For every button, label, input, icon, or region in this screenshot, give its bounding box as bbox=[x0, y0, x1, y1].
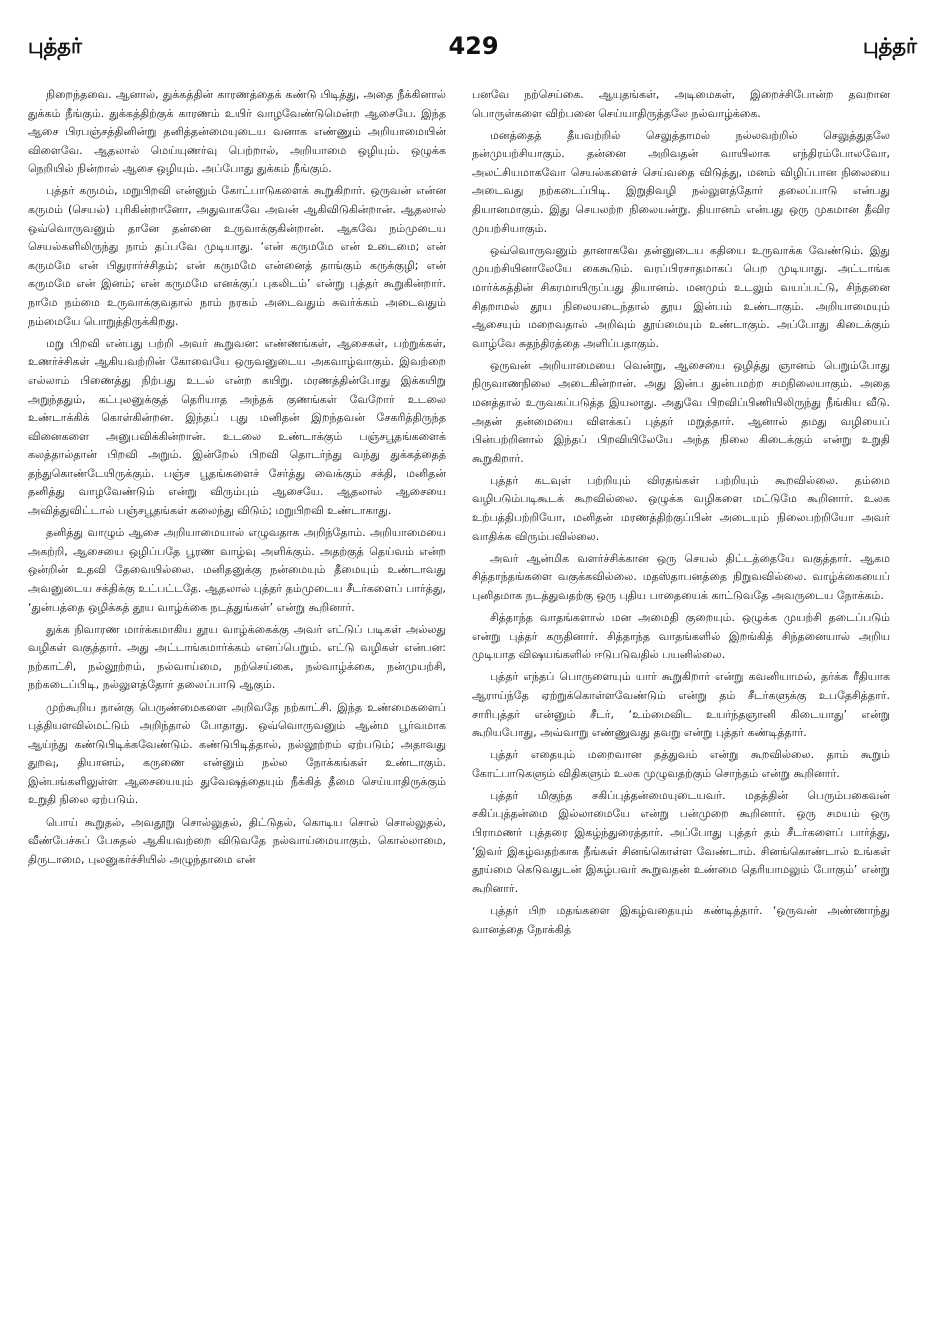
paragraph: பொய் கூறுதல், அவதூறு சொல்லுதல், திட்டுதல், கொடிய சொல் சொல்லுதல், வீண்பேச்சுப் பேசுதல் ஆகியவற்றை விடுவதே நல்வாய்மையாகும். கொல்லாமை, திருடாமை, புலனுகர்ச்சியில் அழுந்தாமை என் bbox=[28, 815, 446, 866]
paragraph: ஒருவன் அறியாமையை வென்று, ஆசையை ஒழித்து ஞானம் பெறும்போது நிருவாணநிலை அடைகின்றான். அது இன்ப துன்பமற்ற சமநிலையாகும். அதை மனத்தால் உருவகப்படுத்த இயலாது. அதுவே பிறவிப்பிணியிலிருந்து நீங்கிய வீடு. அதன் தன்மையை விளக்கப் புத்தர் மறுத்தார். ஆனால் தமது வழியைப் பின்பற்றினால் இந்தப் பிறவியிலேயே அந்த நிலை கிடைக்கும் என்று உறுதி கூறுகிறார். bbox=[472, 358, 890, 465]
paragraph: தனித்து வாழும் ஆசை அறியாமையால் எழுவதாக அறிந்தோம். அறியாமையை அகற்றி, ஆசையை ஒழிப்பதே பூரண வாழ்வு அளிக்கும். அதற்குத் தெய்வம் என்ற ஒன்றின் உதவி தேவையில்லை. மனிதனுக்கு நன்மையும் தீமையும் உண்டாவது அவனுடைய சக்திக்கு உட்பட்டதே. ஆதலால் புத்தர் தம்முடைய சீடர்களைப் பார்த்து, ‘துன்பத்தை ஒழிக்கத் தூய வாழ்க்கை நடத்துங்கள்’ என்று கூறினார். bbox=[28, 526, 446, 614]
paragraph: துக்க நிவாரண மார்க்கமாகிய தூய வாழ்க்கைக்கு அவர் எட்டுப் படிகள் அல்லது வழிகள் வகுத்தார். அது அட்டாங்கமார்க்கம் எனப்பெறும். எட்டு வழிகள் என்பன: நற்காட்சி, நல்லூற்றம், நல்வாய்மை, நற்செய்கை, நல்வாழ்க்கை, நன்முயற்சி, நற்கடைப்பிடி, நல்லுளத்தோர் தலைப்பாடு ஆகும். bbox=[28, 622, 446, 692]
paragraph: மறு பிறவி என்பது பற்றி அவர் கூறுவன: எண்ணங்கள், ஆசைகள், பற்றுக்கள், உணர்ச்சிகள் ஆகியவற்றின் கோவையே ஒருவனுடைய அகவாழ்வாகும். இவற்றை எல்லாம் பிணைத்து நிற்பது உடல் என்ற கயிறு. மரணத்தின்போது இக்கயிறு அறுந்ததும், கட்புலனுக்குத் தெரியாத அந்தக் குணங்கள் வேறோர் உடலை உண்டாக்கிக் கொள்கின்றன. இந்தப் புது மனிதன் இறந்தவன் சேகரித்திருந்த வினைகளை அனுபவிக்கின்றான். உடலை உண்டாக்கும் பஞ்சபூதங்களைக் கலத்தால்தான் பிறவி அறும். இன்றேல் பிறவி தொடர்ந்து வந்து துக்கத்தைத் தந்துகொண்டேயிருக்கும். பஞ்ச பூதங்களைச் சேர்த்து வைக்கும் சக்தி, மனிதன் தனித்து வாழவேண்டும் என்று விரும்பும் ஆசையே. ஆதலால் ஆசையை அவித்துவிட்டால் பஞ்சபூதங்கள் கலைந்து விடும்; மறுபிறவி உண்டாகாது. bbox=[28, 336, 446, 518]
paragraph: ஒவ்வொருவனும் தானாகவே தன்னுடைய கதியை உருவாக்க வேண்டும். இது முயற்சியினாலேயே கைகூடும். வரப்பிரசாதமாகப் பெற முடியாது. அட்டாங்க மார்க்கத்தின் சிகரமாயிருப்பது தியானம். மனமும் உடலும் வயப்பட்டு, சிந்தனை சிதறாமல் தூய நிலையடைந்தால் தூய இன்பம் உண்டாகும். அறியாமையும் ஆசையும் மறைவதால் அறிவும் தூய்மையும் உண்டாகும். அப்போது கிடைக்கும் வாழ்வே சுதந்திரத்தை அளிப்பதாகும். bbox=[472, 243, 890, 350]
page-number: 429 bbox=[448, 32, 499, 60]
paragraph: புத்தர் எந்தப் பொருளையும் யார் கூறுகிறார் என்று கவனியாமல், தர்க்க ரீதியாக ஆராய்ந்தே ஏற்றுக்கொள்ளவேண்டும் என்று தம் சீடர்களுக்கு உபதேசித்தார். சாரிபுத்தர் என்னும் சீடர், ‘உம்மைவிட உயர்ந்தஞானி கிடையாது’ என்று கூறியபோது, அவ்வாறு எண்ணுவது தவறு என்று புத்தர் கண்டித்தார். bbox=[472, 670, 890, 740]
paragraph: புத்தர் கடவுள் பற்றியும் விரதங்கள் பற்றியும் கூறவில்லை. தம்மை வழிபடும்படிகூடக் கூறவில்லை. ஒழுக்க வழிகளை மட்டுமே கூறினார். உலக உற்பத்திபற்றியோ, மனிதன் மரணத்திற்குப்பின் அடையும் நிலைபற்றியோ அவர் வாதிக்க விரும்பவில்லை. bbox=[472, 473, 890, 543]
running-head-right: புத்தர் bbox=[863, 34, 917, 58]
paragraph: புத்தர் பிற மதங்களை இகழ்வதையும் கண்டித்தார். ‘ஒருவன் அண்ணாந்து வானத்தை நோக்கித் bbox=[472, 903, 890, 936]
right-column bbox=[472, 86, 890, 943]
left-column bbox=[28, 86, 446, 873]
running-head-left: புத்தர் bbox=[28, 34, 82, 58]
paragraph: சித்தாந்த வாதங்களால் மன அமைதி குறையும். ஒழுக்க முயற்சி தடைப்படும் என்று புத்தர் கருதினார். சித்தாந்த வாதங்களில் இறங்கித் சிந்தனையால் அறிய முடியாத விஷயங்களில் ஈடுபடுவதில் பயனில்லை. bbox=[472, 611, 890, 662]
paragraph: புத்தர் மிகுந்த சகிப்புத்தன்மையுடையவர். மதத்தின் பெரும்பகைவன் சகிப்புத்தன்மை இல்லாமையே என்று பன்முறை கூறினார். ஒரு சமயம் ஒரு பிராமணர் புத்தரை இகழ்ந்துரைத்தார். அப்போது புத்தர் தம் சீடர்களைப் பார்த்து, ‘இவர் இகழ்வதற்காக நீங்கள் சினங்கொள்ள வேண்டாம். சினங்கொண்டால் உங்கள் தூய்மை கெடுவதுடன் இகழ்பவர் கூறுவதன் உண்மை தெரியாமலும் போகும்’ என்று கூறினார். bbox=[472, 788, 890, 895]
paragraph: புத்தர் கருமம், மறுபிறவி என்னும் கோட்பாடுகளைக் கூறுகிறார். ஒருவன் என்ன கருமம் (செயல்) புரிகின்றானோ, அதுவாகவே அவன் ஆகிவிடுகின்றான். ஆதலால் ஒவ்வொருவனும் தானே தன்னை உருவாக்குகின்றான். ஆகவே நம்முடைய செயல்களிலிருந்து நாம் தப்பவே முடியாது. ‘என் கருமமே என் உடைமை; என் கருமமே என் பிதுரார்ச்சிதம்; என் கருமமே என்னைத் தாங்கும் கருக்குழி; என் கருமமே என் இனம்; என் கருமமே எனக்குப் புகலிடம்’ என்று புத்தர் கூறுகின்றார். நாமே நம்மை உருவாக்குவதால் நாம் நரகம் அடைவதும் சுவர்க்கம் அடைவதும் நம்மையே பொறுத்திருக்கிறது. bbox=[28, 184, 446, 328]
paragraph: பனவே நற்செய்கை. ஆயுதங்கள், அடிமைகள், இறைச்சிபோன்ற தவறான பொருள்களை விற்பனை செய்யாதிருத்தலே நல்வாழ்க்கை. bbox=[472, 88, 890, 120]
paragraph: நிறைந்தவை. ஆனால், துக்கத்தின் காரணத்தைக் கண்டு பிடித்து, அதை நீக்கினால் துக்கம் நீங்கும். துக்கத்திற்குக் காரணம் உயிர் வாழவேண்டுமென்ற ஆசையே. இந்த ஆசை பிரபஞ்சத்தினின்று தனித்தன்மையுடைய வனாக எண்ணும் அறியாமையின் விளைவே. ஆதலால் மெய்யுணர்வு பெற்றால், அறியாமை ஒழியும். ஒழுக்க நெறியில் நின்றால் ஆசை ஒழியும். அப்போது துக்கம் நீங்கும். bbox=[28, 88, 446, 176]
paragraph: முற்கூறிய நான்கு பெருண்மைகளை அறிவதே நற்காட்சி. இந்த உண்மைகளைப் புத்தியளவில்மட்டும் அறிந்தால் போதாது. ஒவ்வொருவனும் ஆன்ம பூர்வமாக ஆய்ந்து கண்டுபிடிக்கவேண்டும். கண்டுபிடித்தால், நல்லூற்றம் ஏற்படும்; அதாவது துறவு, தியானம், கருணை என்னும் நல்ல நோக்கங்கள் உண்டாகும். இன்பங்களிலுள்ள ஆசையையும் துவேஷத்தையும் நீக்கித் தீமை செய்யாதிருக்கும் உறுதி நிலை ஏற்படும். bbox=[28, 700, 446, 807]
paragraph: மனத்தைத் தீயவற்றில் செலுத்தாமல் நல்லவற்றில் செலுத்துதலே நன்முயற்சியாகும். தன்னை அறிவதன் வாயிலாக எந்திரம்போலவோ, அலட்சியமாகவோ செயல்களைச் செய்வதை விடுத்து, மனம் விழிப்பான நிலையை அடைவது நற்கடைப்பிடி. இறுதிவழி நல்லுளத்தோர் தலைப்பாடு என்பது தியானமாகும். இது செயலற்ற நிலையன்று. தியானம் என்பது ஒரு முகமான தீவிர முயற்சியாகும். bbox=[472, 128, 890, 235]
paragraph: புத்தர் எதையும் மறைவான தத்துவம் என்று கூறவில்லை. தாம் கூறும் கோட்பாடுகளும் விதிகளும் உலக முழுவதற்கும் சொந்தம் என்று கூறினார். bbox=[472, 748, 890, 780]
paragraph: அவர் ஆன்மிக வளர்ச்சிக்கான ஒரு செயல் திட்டத்தையே வகுத்தார். ஆகம சித்தாந்தங்களை வகுக்கவில்லை. மதஸ்தாபனத்தை நிறுவவில்லை. வாழ்க்கையைப் புனிதமாக நடத்துவதற்கு ஒரு புதிய பாதையைக் காட்டுவதே அவருடைய நோக்கம். bbox=[472, 551, 890, 602]
